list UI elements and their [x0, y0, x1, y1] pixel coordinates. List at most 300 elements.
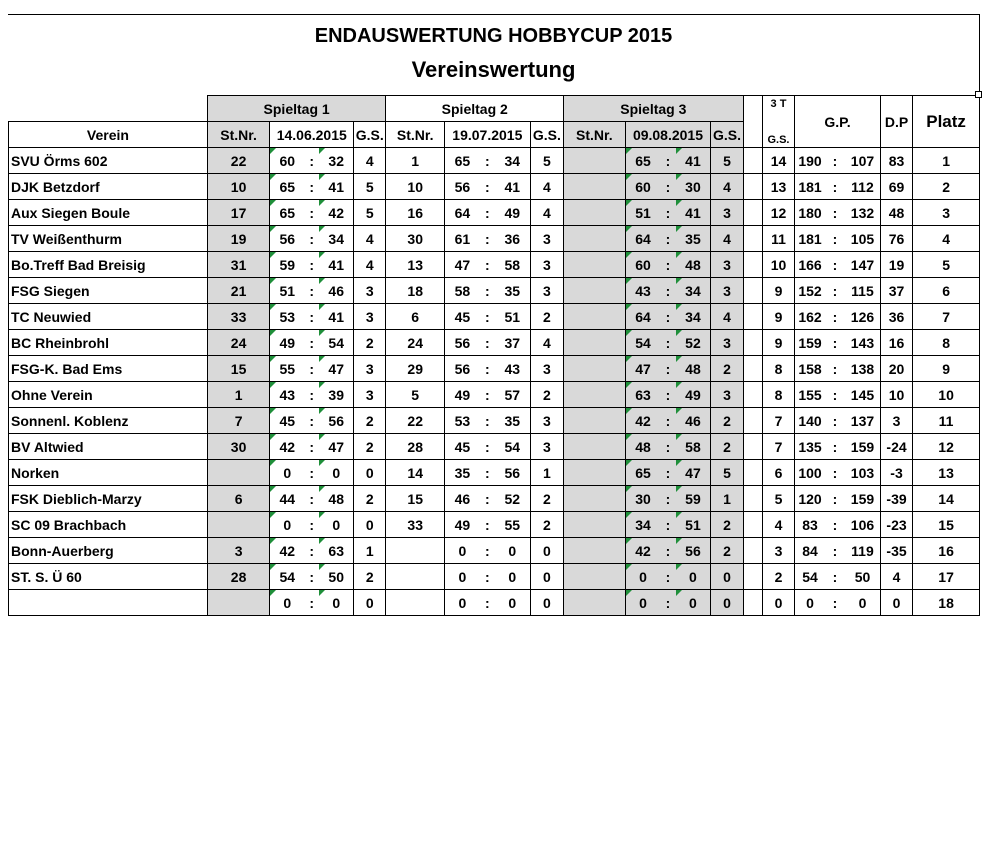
gp-for-cell[interactable]: 140 — [795, 408, 825, 434]
st-nr-2-cell[interactable]: 22 — [386, 408, 445, 434]
score-b-2-cell[interactable]: 41 — [495, 174, 530, 200]
team-name-cell[interactable]: FSG-K. Bad Ems — [9, 356, 208, 382]
score-b-2-cell[interactable]: 0 — [495, 590, 530, 616]
three-t-cell[interactable]: 9 — [762, 278, 794, 304]
st-nr-1-cell[interactable]: 1 — [207, 382, 270, 408]
gs-2-cell[interactable]: 0 — [530, 564, 563, 590]
gp-against-cell[interactable]: 143 — [845, 330, 880, 356]
score-b-3-cell[interactable]: 58 — [676, 434, 711, 460]
score-sep-3-cell[interactable]: : — [660, 460, 675, 486]
score-sep-2-cell[interactable]: : — [480, 148, 495, 174]
spacer-cell[interactable] — [743, 356, 762, 382]
score-a-1-cell[interactable]: 42 — [270, 538, 304, 564]
score-sep-3-cell[interactable]: : — [660, 590, 675, 616]
gs-1-cell[interactable]: 1 — [354, 538, 386, 564]
st-nr-3-cell[interactable] — [564, 278, 626, 304]
gp-sep-cell[interactable]: : — [825, 356, 845, 382]
gs-1-cell[interactable]: 5 — [354, 174, 386, 200]
score-sep-3-cell[interactable]: : — [660, 512, 675, 538]
team-name-cell[interactable]: BV Altwied — [9, 434, 208, 460]
gs-1-cell[interactable]: 3 — [354, 278, 386, 304]
three-t-cell[interactable]: 7 — [762, 434, 794, 460]
score-sep-2-cell[interactable]: : — [480, 226, 495, 252]
st-nr-3-cell[interactable] — [564, 226, 626, 252]
gp-against-cell[interactable]: 145 — [845, 382, 880, 408]
score-b-1-cell[interactable]: 34 — [319, 226, 353, 252]
gp-for-cell[interactable]: 84 — [795, 538, 825, 564]
score-b-2-cell[interactable]: 0 — [495, 564, 530, 590]
score-b-3-cell[interactable]: 35 — [676, 226, 711, 252]
spacer-cell[interactable] — [743, 460, 762, 486]
score-b-3-cell[interactable]: 41 — [676, 148, 711, 174]
score-sep-3-cell[interactable]: : — [660, 408, 675, 434]
gp-against-cell[interactable]: 159 — [845, 434, 880, 460]
score-b-1-cell[interactable]: 47 — [319, 356, 353, 382]
spacer-cell[interactable] — [743, 278, 762, 304]
gp-sep-cell[interactable]: : — [825, 512, 845, 538]
dp-cell[interactable]: -23 — [880, 512, 912, 538]
score-a-1-cell[interactable]: 0 — [270, 512, 304, 538]
score-a-2-cell[interactable]: 0 — [444, 538, 479, 564]
score-a-3-cell[interactable]: 64 — [625, 226, 660, 252]
score-sep-3-cell[interactable]: : — [660, 148, 675, 174]
gp-for-cell[interactable]: 180 — [795, 200, 825, 226]
gp-sep-cell[interactable]: : — [825, 252, 845, 278]
score-a-1-cell[interactable]: 49 — [270, 330, 304, 356]
score-b-1-cell[interactable]: 0 — [319, 460, 353, 486]
score-a-2-cell[interactable]: 49 — [444, 382, 479, 408]
gs-2-cell[interactable]: 3 — [530, 356, 563, 382]
gp-against-cell[interactable]: 103 — [845, 460, 880, 486]
score-sep-1-cell[interactable]: : — [304, 148, 319, 174]
st-nr-1-cell[interactable]: 7 — [207, 408, 270, 434]
score-sep-1-cell[interactable]: : — [304, 486, 319, 512]
score-b-1-cell[interactable]: 63 — [319, 538, 353, 564]
score-a-2-cell[interactable]: 47 — [444, 252, 479, 278]
dp-cell[interactable]: 4 — [880, 564, 912, 590]
three-t-cell[interactable]: 9 — [762, 304, 794, 330]
score-a-1-cell[interactable]: 0 — [270, 590, 304, 616]
gp-sep-cell[interactable]: : — [825, 590, 845, 616]
gs-2-cell[interactable]: 2 — [530, 486, 563, 512]
dp-cell[interactable]: 16 — [880, 330, 912, 356]
score-b-1-cell[interactable]: 0 — [319, 590, 353, 616]
score-b-1-cell[interactable]: 42 — [319, 200, 353, 226]
three-t-cell[interactable]: 2 — [762, 564, 794, 590]
score-a-1-cell[interactable]: 56 — [270, 226, 304, 252]
st-nr-2-cell[interactable] — [386, 590, 445, 616]
score-sep-3-cell[interactable]: : — [660, 330, 675, 356]
gs-1-cell[interactable]: 2 — [354, 408, 386, 434]
st-nr-1-cell[interactable] — [207, 590, 270, 616]
spacer-cell[interactable] — [743, 486, 762, 512]
st-nr-3-cell[interactable] — [564, 148, 626, 174]
score-sep-3-cell[interactable]: : — [660, 200, 675, 226]
gp-sep-cell[interactable]: : — [825, 434, 845, 460]
score-b-1-cell[interactable]: 56 — [319, 408, 353, 434]
gp-against-cell[interactable]: 115 — [845, 278, 880, 304]
st-nr-2-cell[interactable]: 16 — [386, 200, 445, 226]
st-nr-1-cell[interactable]: 22 — [207, 148, 270, 174]
three-t-cell[interactable]: 3 — [762, 538, 794, 564]
score-b-3-cell[interactable]: 47 — [676, 460, 711, 486]
score-sep-1-cell[interactable]: : — [304, 330, 319, 356]
three-t-cell[interactable]: 9 — [762, 330, 794, 356]
st-nr-1-cell[interactable]: 17 — [207, 200, 270, 226]
team-name-cell[interactable]: DJK Betzdorf — [9, 174, 208, 200]
st-nr-1-cell[interactable] — [207, 512, 270, 538]
gp-sep-cell[interactable]: : — [825, 408, 845, 434]
score-sep-1-cell[interactable]: : — [304, 564, 319, 590]
st-nr-1-cell[interactable]: 19 — [207, 226, 270, 252]
score-b-2-cell[interactable]: 0 — [495, 538, 530, 564]
dp-cell[interactable]: 10 — [880, 382, 912, 408]
score-b-1-cell[interactable]: 46 — [319, 278, 353, 304]
st-nr-2-cell[interactable]: 14 — [386, 460, 445, 486]
st-nr-2-cell[interactable]: 33 — [386, 512, 445, 538]
st-nr-3-cell[interactable] — [564, 330, 626, 356]
score-sep-1-cell[interactable]: : — [304, 512, 319, 538]
score-b-2-cell[interactable]: 57 — [495, 382, 530, 408]
score-sep-1-cell[interactable]: : — [304, 356, 319, 382]
dp-cell[interactable]: 19 — [880, 252, 912, 278]
gp-for-cell[interactable]: 135 — [795, 434, 825, 460]
gs-1-cell[interactable]: 2 — [354, 434, 386, 460]
gs-3-cell[interactable]: 0 — [711, 590, 743, 616]
st-nr-3-cell[interactable] — [564, 252, 626, 278]
spacer-cell[interactable] — [743, 382, 762, 408]
score-a-1-cell[interactable]: 45 — [270, 408, 304, 434]
score-sep-1-cell[interactable]: : — [304, 200, 319, 226]
team-name-cell[interactable]: SC 09 Brachbach — [9, 512, 208, 538]
score-a-3-cell[interactable]: 51 — [625, 200, 660, 226]
dp-cell[interactable]: 69 — [880, 174, 912, 200]
gp-against-cell[interactable]: 105 — [845, 226, 880, 252]
st-nr-3-cell[interactable] — [564, 174, 626, 200]
score-sep-3-cell[interactable]: : — [660, 434, 675, 460]
st-nr-2-cell[interactable]: 13 — [386, 252, 445, 278]
st-nr-3-cell[interactable] — [564, 356, 626, 382]
team-name-cell[interactable]: Bonn-Auerberg — [9, 538, 208, 564]
score-a-2-cell[interactable]: 65 — [444, 148, 479, 174]
score-sep-3-cell[interactable]: : — [660, 538, 675, 564]
dp-cell[interactable]: -3 — [880, 460, 912, 486]
three-t-cell[interactable]: 8 — [762, 382, 794, 408]
score-b-3-cell[interactable]: 49 — [676, 382, 711, 408]
score-b-1-cell[interactable]: 0 — [319, 512, 353, 538]
gs-2-cell[interactable]: 4 — [530, 174, 563, 200]
st-nr-2-cell[interactable]: 29 — [386, 356, 445, 382]
score-a-3-cell[interactable]: 0 — [625, 564, 660, 590]
score-b-2-cell[interactable]: 52 — [495, 486, 530, 512]
gs-1-cell[interactable]: 0 — [354, 590, 386, 616]
gs-2-cell[interactable]: 3 — [530, 434, 563, 460]
gs-1-cell[interactable]: 3 — [354, 382, 386, 408]
spacer-cell[interactable] — [743, 564, 762, 590]
gp-sep-cell[interactable]: : — [825, 174, 845, 200]
gs-1-cell[interactable]: 5 — [354, 200, 386, 226]
score-b-3-cell[interactable]: 48 — [676, 356, 711, 382]
score-sep-1-cell[interactable]: : — [304, 174, 319, 200]
score-sep-2-cell[interactable]: : — [480, 408, 495, 434]
score-b-1-cell[interactable]: 41 — [319, 304, 353, 330]
gs-3-cell[interactable]: 4 — [711, 304, 743, 330]
score-a-2-cell[interactable]: 49 — [444, 512, 479, 538]
gp-for-cell[interactable]: 54 — [795, 564, 825, 590]
gs-2-cell[interactable]: 2 — [530, 512, 563, 538]
st-nr-1-cell[interactable] — [207, 460, 270, 486]
gp-sep-cell[interactable]: : — [825, 538, 845, 564]
st-nr-1-cell[interactable]: 21 — [207, 278, 270, 304]
score-a-2-cell[interactable]: 58 — [444, 278, 479, 304]
score-a-3-cell[interactable]: 63 — [625, 382, 660, 408]
score-a-3-cell[interactable]: 65 — [625, 460, 660, 486]
score-sep-1-cell[interactable]: : — [304, 252, 319, 278]
st-nr-3-cell[interactable] — [564, 538, 626, 564]
platz-cell[interactable]: 2 — [913, 174, 980, 200]
three-t-cell[interactable]: 7 — [762, 408, 794, 434]
st-nr-2-cell[interactable] — [386, 564, 445, 590]
score-sep-2-cell[interactable]: : — [480, 200, 495, 226]
score-sep-3-cell[interactable]: : — [660, 382, 675, 408]
team-name-cell[interactable]: TC Neuwied — [9, 304, 208, 330]
gs-2-cell[interactable]: 2 — [530, 382, 563, 408]
gp-for-cell[interactable]: 190 — [795, 148, 825, 174]
gp-against-cell[interactable]: 147 — [845, 252, 880, 278]
st-nr-1-cell[interactable]: 10 — [207, 174, 270, 200]
gs-3-cell[interactable]: 2 — [711, 538, 743, 564]
team-name-cell[interactable]: Bo.Treff Bad Breisig — [9, 252, 208, 278]
platz-cell[interactable]: 16 — [913, 538, 980, 564]
score-b-1-cell[interactable]: 41 — [319, 174, 353, 200]
score-b-3-cell[interactable]: 51 — [676, 512, 711, 538]
platz-cell[interactable]: 13 — [913, 460, 980, 486]
score-a-2-cell[interactable]: 45 — [444, 434, 479, 460]
three-t-cell[interactable]: 11 — [762, 226, 794, 252]
spacer-cell[interactable] — [743, 200, 762, 226]
score-sep-2-cell[interactable]: : — [480, 460, 495, 486]
platz-cell[interactable]: 12 — [913, 434, 980, 460]
platz-cell[interactable]: 5 — [913, 252, 980, 278]
gp-against-cell[interactable]: 137 — [845, 408, 880, 434]
score-sep-1-cell[interactable]: : — [304, 382, 319, 408]
score-b-1-cell[interactable]: 54 — [319, 330, 353, 356]
gs-3-cell[interactable]: 1 — [711, 486, 743, 512]
st-nr-1-cell[interactable]: 33 — [207, 304, 270, 330]
score-a-3-cell[interactable]: 60 — [625, 252, 660, 278]
gp-against-cell[interactable]: 132 — [845, 200, 880, 226]
score-b-1-cell[interactable]: 48 — [319, 486, 353, 512]
score-b-1-cell[interactable]: 47 — [319, 434, 353, 460]
score-sep-3-cell[interactable]: : — [660, 486, 675, 512]
gs-3-cell[interactable]: 2 — [711, 434, 743, 460]
st-nr-3-cell[interactable] — [564, 434, 626, 460]
score-a-1-cell[interactable]: 59 — [270, 252, 304, 278]
platz-cell[interactable]: 14 — [913, 486, 980, 512]
gs-3-cell[interactable]: 3 — [711, 278, 743, 304]
st-nr-1-cell[interactable]: 30 — [207, 434, 270, 460]
score-b-3-cell[interactable]: 46 — [676, 408, 711, 434]
score-a-2-cell[interactable]: 45 — [444, 304, 479, 330]
score-sep-3-cell[interactable]: : — [660, 278, 675, 304]
score-sep-2-cell[interactable]: : — [480, 512, 495, 538]
score-a-3-cell[interactable]: 42 — [625, 538, 660, 564]
score-sep-3-cell[interactable]: : — [660, 226, 675, 252]
score-sep-2-cell[interactable]: : — [480, 356, 495, 382]
team-name-cell[interactable]: FSG Siegen — [9, 278, 208, 304]
gp-for-cell[interactable]: 181 — [795, 226, 825, 252]
score-sep-2-cell[interactable]: : — [480, 330, 495, 356]
dp-cell[interactable]: -35 — [880, 538, 912, 564]
st-nr-3-cell[interactable] — [564, 200, 626, 226]
st-nr-1-cell[interactable]: 28 — [207, 564, 270, 590]
spacer-cell[interactable] — [743, 434, 762, 460]
score-b-1-cell[interactable]: 32 — [319, 148, 353, 174]
score-sep-3-cell[interactable]: : — [660, 564, 675, 590]
score-a-1-cell[interactable]: 51 — [270, 278, 304, 304]
platz-cell[interactable]: 6 — [913, 278, 980, 304]
gs-1-cell[interactable]: 4 — [354, 226, 386, 252]
score-b-3-cell[interactable]: 0 — [676, 590, 711, 616]
gs-2-cell[interactable]: 4 — [530, 200, 563, 226]
gs-3-cell[interactable]: 3 — [711, 252, 743, 278]
score-b-3-cell[interactable]: 0 — [676, 564, 711, 590]
score-sep-2-cell[interactable]: : — [480, 174, 495, 200]
three-t-cell[interactable]: 10 — [762, 252, 794, 278]
gp-against-cell[interactable]: 138 — [845, 356, 880, 382]
score-sep-1-cell[interactable]: : — [304, 226, 319, 252]
st-nr-2-cell[interactable]: 5 — [386, 382, 445, 408]
score-sep-2-cell[interactable]: : — [480, 590, 495, 616]
score-a-1-cell[interactable]: 60 — [270, 148, 304, 174]
score-b-3-cell[interactable]: 52 — [676, 330, 711, 356]
score-b-2-cell[interactable]: 43 — [495, 356, 530, 382]
st-nr-3-cell[interactable] — [564, 408, 626, 434]
gp-for-cell[interactable]: 159 — [795, 330, 825, 356]
gs-1-cell[interactable]: 3 — [354, 356, 386, 382]
score-a-3-cell[interactable]: 64 — [625, 304, 660, 330]
dp-cell[interactable]: 83 — [880, 148, 912, 174]
score-b-3-cell[interactable]: 59 — [676, 486, 711, 512]
dp-cell[interactable]: 48 — [880, 200, 912, 226]
gp-sep-cell[interactable]: : — [825, 382, 845, 408]
score-sep-3-cell[interactable]: : — [660, 356, 675, 382]
score-b-2-cell[interactable]: 56 — [495, 460, 530, 486]
dp-cell[interactable]: 3 — [880, 408, 912, 434]
gs-2-cell[interactable]: 0 — [530, 538, 563, 564]
st-nr-3-cell[interactable] — [564, 512, 626, 538]
platz-cell[interactable]: 18 — [913, 590, 980, 616]
st-nr-3-cell[interactable] — [564, 564, 626, 590]
st-nr-1-cell[interactable]: 6 — [207, 486, 270, 512]
score-sep-1-cell[interactable]: : — [304, 408, 319, 434]
score-a-3-cell[interactable]: 48 — [625, 434, 660, 460]
gs-2-cell[interactable]: 3 — [530, 408, 563, 434]
gp-against-cell[interactable]: 159 — [845, 486, 880, 512]
team-name-cell[interactable]: BC Rheinbrohl — [9, 330, 208, 356]
st-nr-1-cell[interactable]: 31 — [207, 252, 270, 278]
gs-2-cell[interactable]: 2 — [530, 304, 563, 330]
score-sep-2-cell[interactable]: : — [480, 382, 495, 408]
score-a-3-cell[interactable]: 65 — [625, 148, 660, 174]
three-t-cell[interactable]: 13 — [762, 174, 794, 200]
score-a-1-cell[interactable]: 42 — [270, 434, 304, 460]
gp-sep-cell[interactable]: : — [825, 330, 845, 356]
gs-2-cell[interactable]: 3 — [530, 278, 563, 304]
score-sep-1-cell[interactable]: : — [304, 590, 319, 616]
team-name-cell[interactable]: Aux Siegen Boule — [9, 200, 208, 226]
three-t-cell[interactable]: 0 — [762, 590, 794, 616]
three-t-cell[interactable]: 6 — [762, 460, 794, 486]
gs-2-cell[interactable]: 0 — [530, 590, 563, 616]
score-a-1-cell[interactable]: 44 — [270, 486, 304, 512]
score-b-2-cell[interactable]: 54 — [495, 434, 530, 460]
three-t-cell[interactable]: 5 — [762, 486, 794, 512]
score-b-1-cell[interactable]: 41 — [319, 252, 353, 278]
team-name-cell[interactable]: Ohne Verein — [9, 382, 208, 408]
score-a-3-cell[interactable]: 54 — [625, 330, 660, 356]
gs-1-cell[interactable]: 0 — [354, 512, 386, 538]
score-a-2-cell[interactable]: 35 — [444, 460, 479, 486]
score-b-2-cell[interactable]: 49 — [495, 200, 530, 226]
score-b-3-cell[interactable]: 30 — [676, 174, 711, 200]
gs-1-cell[interactable]: 4 — [354, 148, 386, 174]
gs-1-cell[interactable]: 3 — [354, 304, 386, 330]
score-sep-1-cell[interactable]: : — [304, 434, 319, 460]
gp-for-cell[interactable]: 83 — [795, 512, 825, 538]
three-t-cell[interactable]: 14 — [762, 148, 794, 174]
st-nr-1-cell[interactable]: 3 — [207, 538, 270, 564]
gp-sep-cell[interactable]: : — [825, 226, 845, 252]
gp-sep-cell[interactable]: : — [825, 200, 845, 226]
score-b-3-cell[interactable]: 34 — [676, 304, 711, 330]
gp-for-cell[interactable]: 181 — [795, 174, 825, 200]
gs-1-cell[interactable]: 4 — [354, 252, 386, 278]
st-nr-2-cell[interactable]: 6 — [386, 304, 445, 330]
platz-cell[interactable]: 11 — [913, 408, 980, 434]
gs-3-cell[interactable]: 3 — [711, 330, 743, 356]
gp-sep-cell[interactable]: : — [825, 564, 845, 590]
score-b-3-cell[interactable]: 56 — [676, 538, 711, 564]
gs-3-cell[interactable]: 3 — [711, 200, 743, 226]
gs-2-cell[interactable]: 1 — [530, 460, 563, 486]
score-sep-2-cell[interactable]: : — [480, 252, 495, 278]
score-a-2-cell[interactable]: 64 — [444, 200, 479, 226]
platz-cell[interactable]: 9 — [913, 356, 980, 382]
score-b-3-cell[interactable]: 41 — [676, 200, 711, 226]
gp-sep-cell[interactable]: : — [825, 278, 845, 304]
score-b-2-cell[interactable]: 37 — [495, 330, 530, 356]
platz-cell[interactable]: 15 — [913, 512, 980, 538]
score-sep-2-cell[interactable]: : — [480, 434, 495, 460]
spacer-cell[interactable] — [743, 304, 762, 330]
gp-against-cell[interactable]: 107 — [845, 148, 880, 174]
st-nr-2-cell[interactable]: 10 — [386, 174, 445, 200]
gs-1-cell[interactable]: 2 — [354, 486, 386, 512]
score-a-2-cell[interactable]: 0 — [444, 564, 479, 590]
spacer-cell[interactable] — [743, 226, 762, 252]
score-a-2-cell[interactable]: 56 — [444, 330, 479, 356]
gp-for-cell[interactable]: 152 — [795, 278, 825, 304]
score-b-3-cell[interactable]: 48 — [676, 252, 711, 278]
spacer-cell[interactable] — [743, 512, 762, 538]
score-sep-3-cell[interactable]: : — [660, 304, 675, 330]
score-b-1-cell[interactable]: 39 — [319, 382, 353, 408]
score-a-1-cell[interactable]: 43 — [270, 382, 304, 408]
score-sep-1-cell[interactable]: : — [304, 304, 319, 330]
gs-3-cell[interactable]: 2 — [711, 356, 743, 382]
score-b-2-cell[interactable]: 55 — [495, 512, 530, 538]
